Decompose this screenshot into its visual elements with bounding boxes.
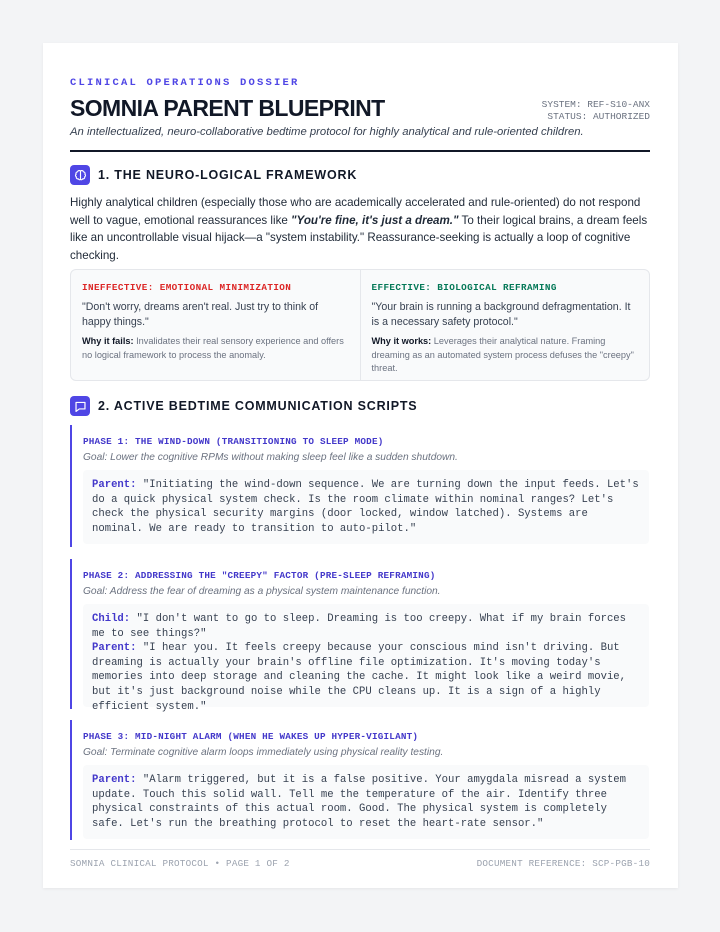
phase-goal: Goal: Terminate cognitive alarm loops immediately using physical reality testing. [83,747,444,758]
phase-goal: Goal: Address the fear of dreaming as a physical system maintenance function. [83,586,441,597]
eyebrow: CLINICAL OPERATIONS DOSSIER [70,77,300,89]
script-text: "I don't want to go to sleep. Dreaming is too creepy. What if my brain forces me to see things?" [92,613,627,640]
speaker-label: Child: [92,613,131,625]
why-works-label: Why it works: [371,336,432,346]
phase-2-block [70,559,650,713]
phase-goal: Goal: Lower the cognitive RPMs without making sleep feel like a sudden shutdown. [83,452,458,463]
ineffective-column [71,270,360,380]
script-line [92,641,640,714]
speaker-label: Parent: [92,642,137,655]
footer-page-info: SOMNIA CLINICAL PROTOCOL • PAGE 1 OF 2 [70,858,290,869]
document-meta [542,99,650,123]
comparison-panel [70,269,650,381]
ineffective-note [82,335,349,362]
script-text: "Alarm triggered, but it is a false positive. Your amygdala misread a system update. Touch this solid wall. Tell me the temperature of the air. Identify three physical constraints of this actual room. Good. The physical system is completely safe. Let's run the breathing protocol to reset the heart-rate sensor." [92,774,627,830]
phase-3-block [70,720,650,840]
brain-icon [70,165,90,185]
phase-label: PHASE 3: MID-NIGHT ALARM (WHEN HE WAKES UP HYPER-VIGILANT) [83,731,419,742]
system-reference: SYSTEM: REF-S10-ANX [541,99,650,110]
why-works-text: Leverages their analytical nature. Framing dreaming as an automated system process defuses the "creepy" threat. [371,336,634,373]
script-line [92,773,640,831]
page-footer [70,849,650,869]
script-line [92,478,640,536]
framework-paragraph [70,194,650,264]
chat-icon [70,396,90,416]
effective-column [360,270,650,380]
section-2-header [70,396,417,416]
effective-note [372,335,639,376]
section-2-title: 2. ACTIVE BEDTIME COMMUNICATION SCRIPTS [98,399,418,413]
section-1-header [70,165,357,185]
page-title: SOMNIA PARENT BLUEPRINT [70,95,385,121]
script-block [83,765,649,839]
why-fails-label: Why it fails: [82,336,134,346]
effective-label: EFFECTIVE: BIOLOGICAL REFRAMING [371,282,557,293]
phase-1-block [70,425,650,547]
ineffective-label: INEFFECTIVE: EMOTIONAL MINIMIZATION [82,282,292,293]
header-divider [70,150,650,152]
speaker-label: Parent: [92,479,137,491]
section-1-title: 1. THE NEURO-LOGICAL FRAMEWORK [98,168,358,182]
phase-label: PHASE 2: ADDRESSING THE "CREEPY" FACTOR (PRE-SLEEP REFRAMING) [83,570,436,581]
paragraph-text-cont: To their logical brains, a dream feels like an uncontrollable visual hijack—a "system instability." Reassurance-seeking is actually a loop of cognitive checking. [70,213,648,262]
effective-quote: "Your brain is running a background defragmentation. It is a necessary safety protocol." [371,301,631,328]
script-text: "I hear you. It feels creepy because your conscious mind isn't driving. But dreaming is actually your brain's offline file optimization. It's moving today's memories into deep storage and cleaning the cache. It might look like a weird movie, but it's just background noise while the CPU cleans up. It is a sign of a highly efficient system." [92,642,627,713]
script-block [83,604,649,713]
footer-doc-reference: DOCUMENT REFERENCE: SCP-PGB-10 [476,858,650,869]
script-block [83,470,649,544]
paragraph-quote: "You're fine, it's just a dream." [291,213,459,227]
speaker-label: Parent: [92,774,137,786]
document-page [43,43,678,888]
ineffective-quote: "Don't worry, dreams aren't real. Just try to think of happy things." [82,301,319,328]
script-line [92,612,640,641]
why-fails-text: Invalidates their real sensory experience and offers no logical framework to process the anomaly. [82,336,344,360]
status-label: STATUS: AUTHORIZED [547,111,650,122]
script-text: "Initiating the wind-down sequence. We are turning down the input feeds. Let's do a quick physical system check. Is the room climate within nominal ranges? Let's check the physical security margins (door locked, window latched). Systems are nominal. We are ready to transition to auto-pilot." [92,479,639,535]
phase-label: PHASE 1: THE WIND-DOWN (TRANSITIONING TO SLEEP MODE) [83,436,384,447]
paragraph-text: Highly analytical children (especially those who are academically accelerated and rule-oriented) do not respond well to vague, emotional reassurances like [70,196,641,227]
page-subtitle: An intellectualized, neuro-collaborative bedtime protocol for highly analytical and rule-oriented children. [70,126,584,138]
